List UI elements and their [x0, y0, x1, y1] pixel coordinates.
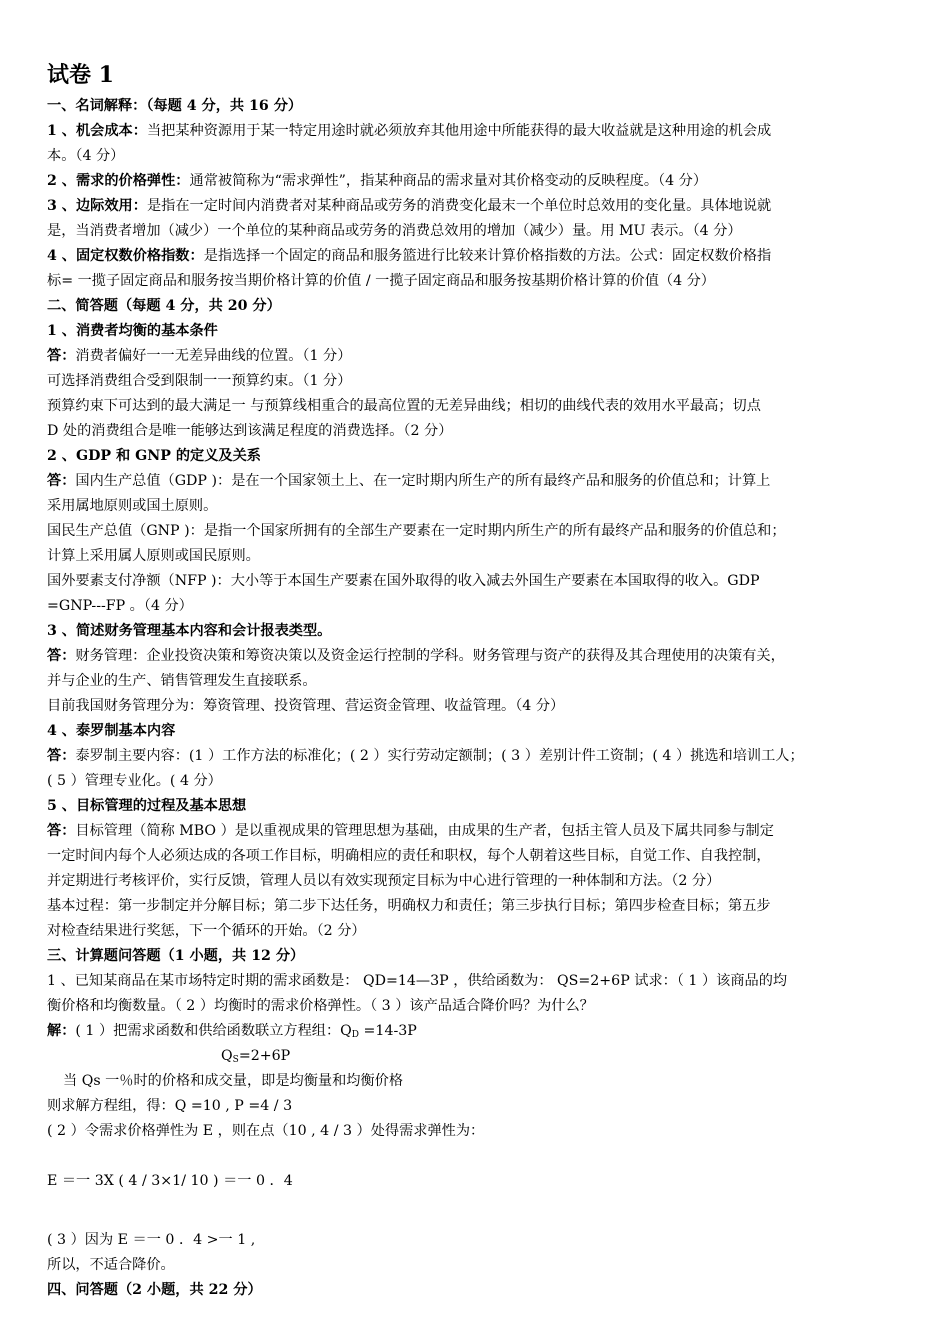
- solution-text: =2+6P: [238, 1048, 291, 1064]
- term-3-text: 是指在一定时间内消费者对某种商品或劳务的消费变化最末一个单位时总效用的变化量。具体地说就: [146, 198, 772, 214]
- answer-2-2-text: 计算上采用属人原则或国民原则。: [47, 548, 260, 564]
- answer-label: 答：: [47, 823, 76, 839]
- answer-2-1-line: [47, 344, 909, 369]
- answer-2-5-text: 并定期进行考核评价，实行反馈，管理人员以有效实现预定目标为中心进行管理的一种体制和方法。（2 分）: [47, 873, 721, 889]
- question-2-1: 1 、消费者均衡的基本条件: [47, 323, 218, 339]
- subscript: D: [351, 1030, 360, 1040]
- subscript: S: [232, 1055, 239, 1065]
- answer-2-1-text: 可选择消费组合受到限制一一预算约束。（1 分）: [47, 373, 352, 389]
- answer-2-1-text: 预算约束下可达到的最大满足一 与预算线相重合的最高位置的无差异曲线；相切的曲线代表的效用水平最高；切点: [47, 398, 761, 414]
- term-3-line: [47, 194, 909, 219]
- question-2-3: 3 、简述财务管理基本内容和会计报表类型。: [47, 623, 332, 639]
- term-2-line: [47, 169, 909, 194]
- answer-2-4-line: [47, 744, 909, 769]
- term-4-line: [47, 244, 909, 269]
- question-2-4: 4 、泰罗制基本内容: [47, 723, 176, 739]
- answer-2-3-text: 目前我国财务管理分为：筹资管理、投资管理、营运资金管理、收益管理。（4 分）: [47, 698, 565, 714]
- solution-label: 解：: [47, 1023, 76, 1039]
- solution-line-2: [47, 1044, 909, 1069]
- term-4-text: 是指选择一个固定的商品和服务篮进行比较来计算价格指数的方法。公式：固定权数价格指: [203, 248, 772, 264]
- term-1-label: 1 、机会成本：: [47, 123, 147, 139]
- solution-line-4: 则求解方程组，得：Q =10 , P =4 / 3: [47, 1098, 293, 1114]
- question-3-1-text: 衡价格和均衡数量。（ 2 ）均衡时的需求价格弹性。（ 3 ）该产品适合降价吗？为什么？: [47, 998, 594, 1014]
- answer-2-2-line: [47, 469, 909, 494]
- solution-text: =14-3P: [359, 1023, 417, 1039]
- answer-2-4-text: ( 5 ）管理专业化。( 4 分）: [47, 773, 222, 789]
- term-4-label: 4 、固定权数价格指数：: [47, 248, 204, 264]
- answer-2-3-text: 并与企业的生产、销售管理发生直接联系。: [47, 673, 317, 689]
- solution-line-3: 当 Qs 一％时的价格和成交量，即是均衡量和均衡价格: [63, 1073, 404, 1089]
- answer-2-2-text: 国民生产总值（GNP )：是指一个国家所拥有的全部生产要素在一定时期内所生产的所有最终产品和服务的价值总和；: [47, 523, 786, 539]
- document-title: 试卷 1: [47, 62, 114, 88]
- term-2-label: 2 、需求的价格弹性：: [47, 173, 190, 189]
- solution-line-1: [47, 1019, 909, 1044]
- answer-text: 消费者偏好一一无差异曲线的位置。（1 分）: [75, 348, 352, 364]
- answer-2-2-text: =GNP---FP 。（4 分）: [47, 598, 193, 614]
- answer-label: 答：: [47, 348, 76, 364]
- term-4-continuation: 标= 一揽子固定商品和服务按当期价格计算的价值 / 一揽子固定商品和服务按基期价格计算的价值（4 分）: [47, 273, 715, 289]
- section-3-heading: 三、计算题问答题（1 小题，共 12 分）: [47, 948, 305, 964]
- solution-text: Q: [221, 1048, 233, 1064]
- solution-line-8: 所以，不适合降价。: [47, 1257, 175, 1273]
- answer-text: 目标管理（简称 MBO ）是以重视成果的管理思想为基础，由成果的生产者，包括主管人员及下属共同参与制定: [75, 823, 774, 839]
- spacer: [47, 1144, 909, 1169]
- answer-2-2-text: 国外要素支付净额（NFP )：大小等于本国生产要素在国外取得的收入减去外国生产要素在本国取得的收入。GDP: [47, 573, 760, 589]
- term-1-line: [47, 119, 909, 144]
- solution-line-5: ( 2 ）令需求价格弹性为 E ，则在点（10 , 4 / 3 ）处得需求弹性为：: [47, 1123, 485, 1139]
- question-2-2: 2 、GDP 和 GNP 的定义及关系: [47, 448, 261, 464]
- answer-2-5-line: [47, 819, 909, 844]
- term-2-text: 通常被简称为“需求弹性”，指某种商品的需求量对其价格变动的反映程度。（4 分）: [189, 173, 708, 189]
- spacer: [47, 1194, 909, 1228]
- term-3-label: 3 、边际效用：: [47, 198, 147, 214]
- term-3-continuation: 是，当消费者增加（减少）一个单位的某种商品或劳务的消费总效用的增加（减少）量。用 MU 表示。（4 分）: [47, 223, 742, 239]
- answer-2-5-text: 一定时间内每个人必须达成的各项工作目标，明确相应的责任和职权，每个人朝着这些目标，自觉工作、自我控制，: [47, 848, 771, 864]
- answer-text: 泰罗制主要内容：(1 ）工作方法的标准化；( 2 ）实行劳动定额制；( 3 ）差别计件工资制；( 4 ）挑选和培训工人；: [75, 748, 804, 764]
- question-2-5: 5 、目标管理的过程及基本思想: [47, 798, 247, 814]
- answer-2-3-line: [47, 644, 909, 669]
- solution-text: ( 1 ）把需求函数和供给函数联立方程组：Q: [75, 1023, 352, 1039]
- answer-label: 答：: [47, 748, 76, 764]
- section-1-heading: 一、名词解释：（每题 4 分，共 16 分）: [47, 98, 303, 114]
- answer-2-5-text: 基本过程：第一步制定并分解目标；第二步下达任务，明确权力和责任；第三步执行目标；第四步检查目标；第五步: [47, 898, 771, 914]
- term-1-text: 当把某种资源用于某一特定用途时就必须放弃其他用途中所能获得的最大收益就是这种用途的机会成: [146, 123, 772, 139]
- answer-label: 答：: [47, 648, 76, 664]
- answer-text: 国内生产总值（GDP )：是在一个国家领土上、在一定时期内所生产的所有最终产品和服务的价值总和；计算上: [75, 473, 771, 489]
- solution-line-7: ( 3 ）因为 E ＝一 0 ．4 >一 1 ,: [47, 1232, 256, 1248]
- answer-text: 财务管理：企业投资决策和筹资决策以及资金运行控制的学科。财务管理与资产的获得及其合理使用的决策有关，: [75, 648, 785, 664]
- term-1-continuation: 本。（4 分）: [47, 148, 125, 164]
- answer-2-5-text: 对检查结果进行奖惩，下一个循环的开始。（2 分）: [47, 923, 366, 939]
- exam-document: [47, 60, 909, 1303]
- answer-2-2-text: 采用属地原则或国土原则。: [47, 498, 218, 514]
- section-2-heading: 二、简答题（每题 4 分，共 20 分）: [47, 298, 281, 314]
- question-3-1-text: 1 、已知某商品在某市场特定时期的需求函数是： QD=14—3P ，供给函数为： QS=2+6P 试求：（ 1 ）该商品的均: [47, 973, 788, 989]
- answer-2-1-text: D 处的消费组合是唯一能够达到该满足程度的消费选择。（2 分）: [47, 423, 453, 439]
- section-4-heading: 四、问答题（2 小题，共 22 分）: [47, 1282, 262, 1298]
- answer-label: 答：: [47, 473, 76, 489]
- solution-line-6: E ＝一 3X ( 4 / 3×1/ 10 ) ＝一 0 ．4: [47, 1173, 293, 1189]
